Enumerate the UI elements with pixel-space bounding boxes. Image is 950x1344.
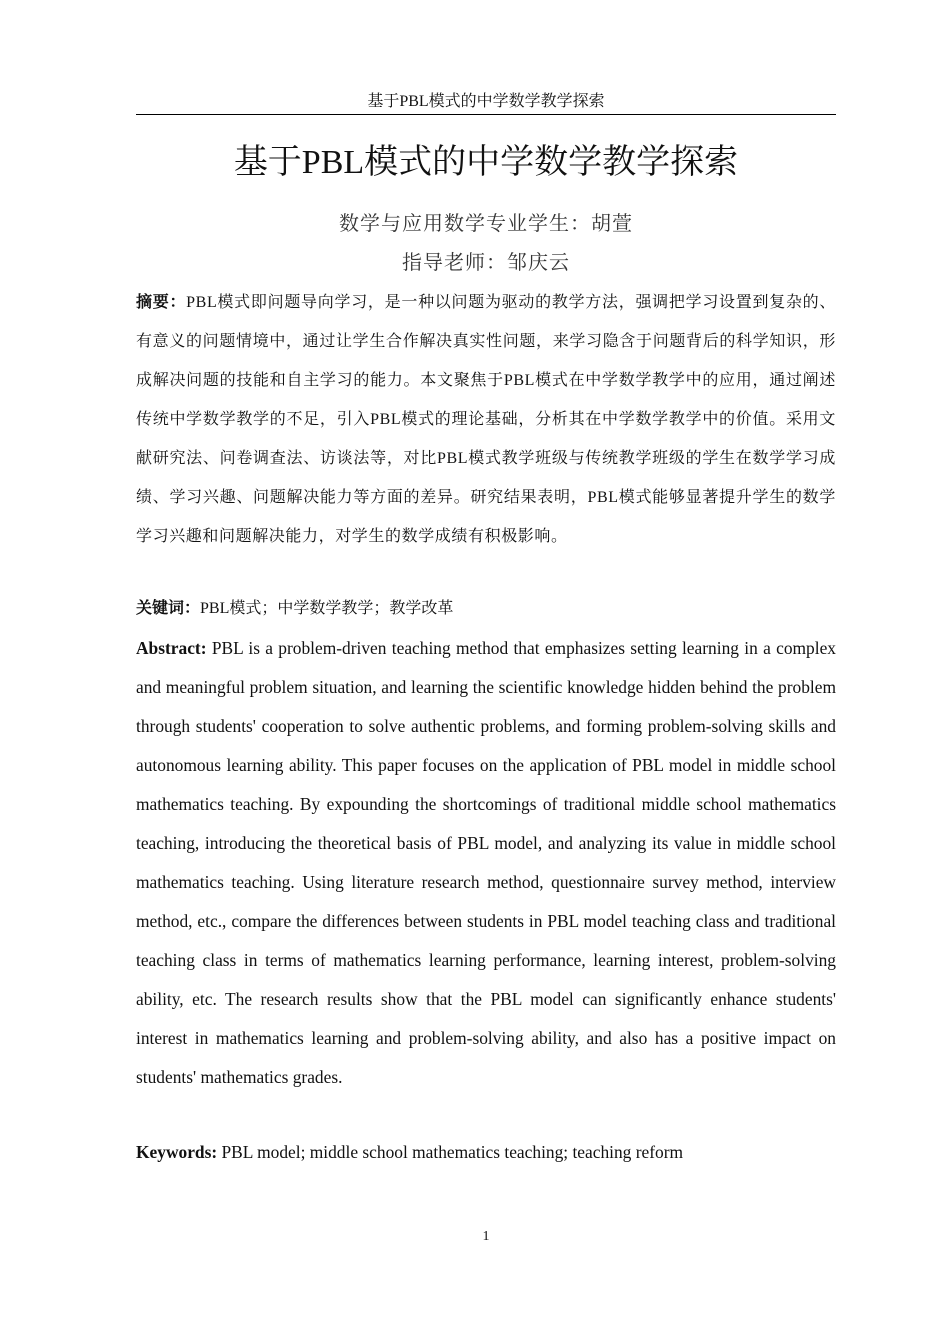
chinese-keywords-label: 关键词： (136, 600, 201, 617)
english-abstract-label: Abstract: (136, 638, 207, 658)
chinese-keywords (136, 594, 836, 624)
running-header: 基于PBL模式的中学数学教学探索 (367, 93, 605, 110)
chinese-abstract-text: PBL模式即问题导向学习，是一种以问题为驱动的教学方法，强调把学习设置到复杂的、有意义的问题情境中，通过让学生合作解决真实性问题，来学习隐含于问题背后的科学知识，形成解决问题的技能和自主学习的能力。本文聚焦于PBL模式在中学数学教学中的应用，通过阐述传统中学数学教学的不足，引入PBL模式的理论基础，分析其在中学数学教学中的价值。采用文献研究法、问卷调查法、访谈法等，对比PBL模式教学班级与传统教学班级的学生在数学学习成绩、学习兴趣、问题解决能力等方面的差异。研究结果表明，PBL模式能够显著提升学生的数学学习兴趣和问题解决能力，对学生的数学成绩有积极影响。 (136, 294, 836, 545)
english-abstract (136, 629, 836, 1097)
header-rule (136, 114, 836, 115)
paper-title: 基于PBL模式的中学数学教学探索 (233, 144, 739, 181)
chinese-keywords-text: PBL模式；中学数学教学；教学改革 (200, 600, 454, 617)
author-line: 数学与应用数学专业学生：胡萱 (339, 213, 633, 235)
chinese-abstract (136, 283, 836, 556)
english-keywords (136, 1137, 836, 1167)
english-abstract-text: PBL is a problem-driven teaching method that emphasizes setting learning in a complex and meaningful problem situation, and learning the scientific knowledge hidden behind the problem through students' cooperation to solve authentic problems, and forming problem-solving skills and autonomous learning ability. This paper focuses on the application of PBL model in middle school mathematics teaching. By expounding the shortcomings of traditional middle school mathematics teaching, introducing the theoretical basis of PBL model, and analyzing its value in middle school mathematics teaching. Using literature research method, questionnaire survey method, interview method, etc., compare the differences between students in PBL model teaching class and traditional teaching class in terms of mathematics learning performance, learning interest, problem-solving ability, etc. The research results show that the PBL model can significantly enhance students' interest in mathematics learning and problem-solving ability, and also has a positive impact on students' mathematics grades. (136, 638, 836, 1087)
advisor-line: 指导老师：邹庆云 (402, 252, 570, 274)
english-keywords-text: PBL model; middle school mathematics teaching; teaching reform (217, 1142, 684, 1162)
page-number: 1 (482, 1229, 490, 1244)
english-keywords-label: Keywords: (136, 1142, 218, 1162)
chinese-abstract-label: 摘要： (136, 294, 187, 311)
